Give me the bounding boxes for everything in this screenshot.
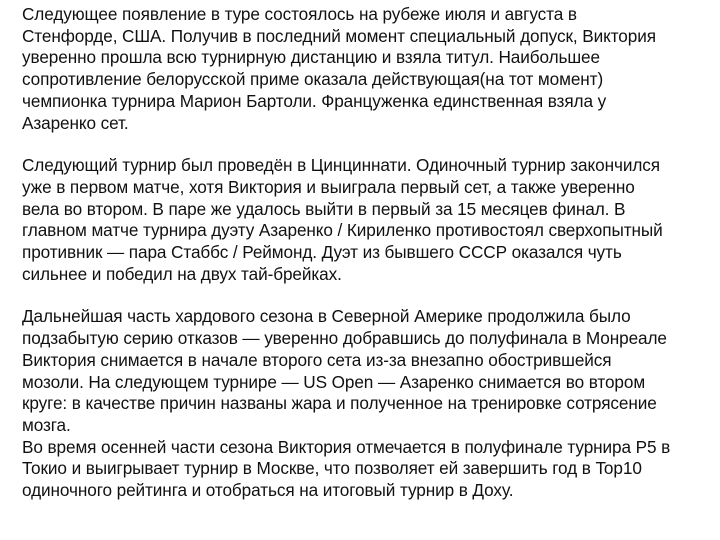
document-body xyxy=(22,4,714,502)
text-line: мозоли. На следующем турнире — US Open — Азаренко снимается во втором xyxy=(22,371,646,392)
text-line: Следующий турнир был проведён в Цинциннати. Одиночный турнир закончился xyxy=(22,155,660,176)
text-line: Азаренко сет. xyxy=(22,112,129,133)
text-line: Стенфорде, США. Получив в последний момент специальный допуск, Виктория xyxy=(22,25,656,46)
text-line: Во время осенней части сезона Виктория отмечается в полуфинале турнира P5 в xyxy=(22,436,671,457)
text-line: Дальнейшая часть хардового сезона в Северной Америке продолжила было xyxy=(22,306,631,327)
paragraph-stanford xyxy=(22,4,714,134)
text-line: Токио и выигрывает турнир в Москве, что позволяет ей завершить год в Top10 xyxy=(22,458,642,479)
text-line: Виктория снимается в начале второго сета из-за внезапно обострившейся xyxy=(22,349,612,370)
text-line: противник — пара Стаббс / Реймонд. Дуэт из бывшего СССР оказался чуть xyxy=(22,242,622,263)
text-line: чемпионка турнира Марион Бартоли. Француженка единственная взяла у xyxy=(22,90,607,111)
paragraph-hardcourt-season xyxy=(22,306,714,501)
text-line: мозга. xyxy=(22,414,71,435)
text-line: круге: в качестве причин названы жара и полученное на тренировке сотрясение xyxy=(22,393,657,414)
text-line: уже в первом матче, хотя Виктория и выиграла первый сет, а также уверенно xyxy=(22,176,635,197)
text-line: сопротивление белорусской приме оказала действующая(на тот момент) xyxy=(22,69,604,90)
text-line: уверенно прошла всю турнирную дистанцию и взяла титул. Наибольшее xyxy=(22,47,600,68)
text-line: главном матче турнира дуэту Азаренко / Кириленко противостоял сверхопытный xyxy=(22,220,663,241)
text-line: одиночного рейтинга и отобраться на итоговый турнир в Доху. xyxy=(22,480,514,501)
text-line: Следующее появление в туре состоялось на рубеже июля и августа в xyxy=(22,4,577,24)
text-line: сильнее и победил на двух тай-брейках. xyxy=(22,263,342,284)
paragraph-cincinnati xyxy=(22,155,714,285)
text-line: вела во втором. В паре же удалось выйти в первый за 15 месяцев финал. В xyxy=(22,198,626,219)
text-line: подзабытую серию отказов — уверенно добравшись до полуфинала в Монреале xyxy=(22,328,667,349)
